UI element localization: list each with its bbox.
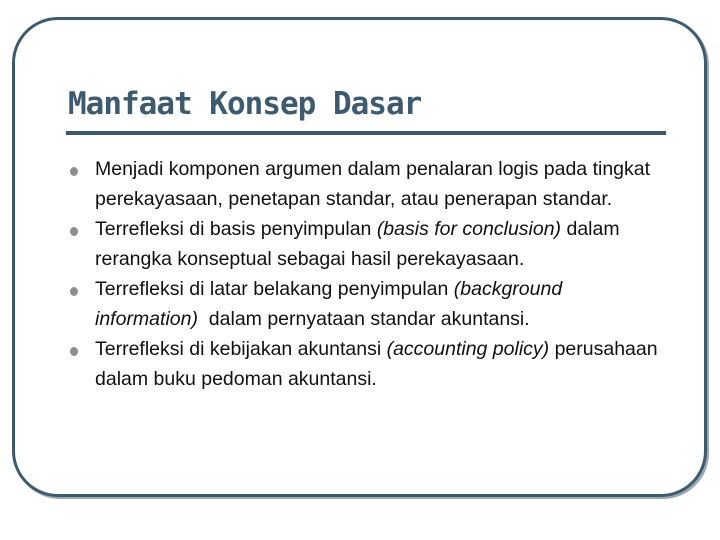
bullet-text: Terrefleksi di kebijakan akuntansi [95, 338, 387, 360]
bullet-list [66, 154, 666, 394]
list-item [66, 274, 666, 334]
bullet-text: perusahaan dalam buku pedoman akuntansi. [95, 338, 658, 390]
bullet-text-italic: (accounting policy) [386, 338, 550, 360]
bullet-text-italic: (basis for conclusion) [376, 218, 562, 240]
bullet-text-italic: (background information) [95, 278, 563, 330]
bullet-icon [70, 167, 78, 176]
bullet-icon [70, 227, 78, 236]
bullet-text: dalam rerangka konseptual sebagai hasil perekayasaan. [95, 218, 620, 270]
bullet-icon [70, 287, 78, 296]
list-item [66, 214, 666, 274]
title-underline [66, 131, 666, 135]
list-item [66, 334, 666, 394]
bullet-text: Terrefleksi di basis penyimpulan [95, 218, 377, 240]
list-item [66, 154, 666, 214]
bullet-text: dalam pernyataan standar akuntansi. [197, 308, 530, 330]
bullet-icon [70, 347, 78, 356]
bullet-text: Terrefleksi di latar belakang penyimpulan [95, 278, 454, 300]
bullet-text: Menjadi komponen argumen dalam penalaran logis pada tingkat perekayasaan, penetapan standar, atau penerapan standar. [95, 158, 651, 210]
slide-title: Manfaat Konsep Dasar [68, 86, 422, 122]
